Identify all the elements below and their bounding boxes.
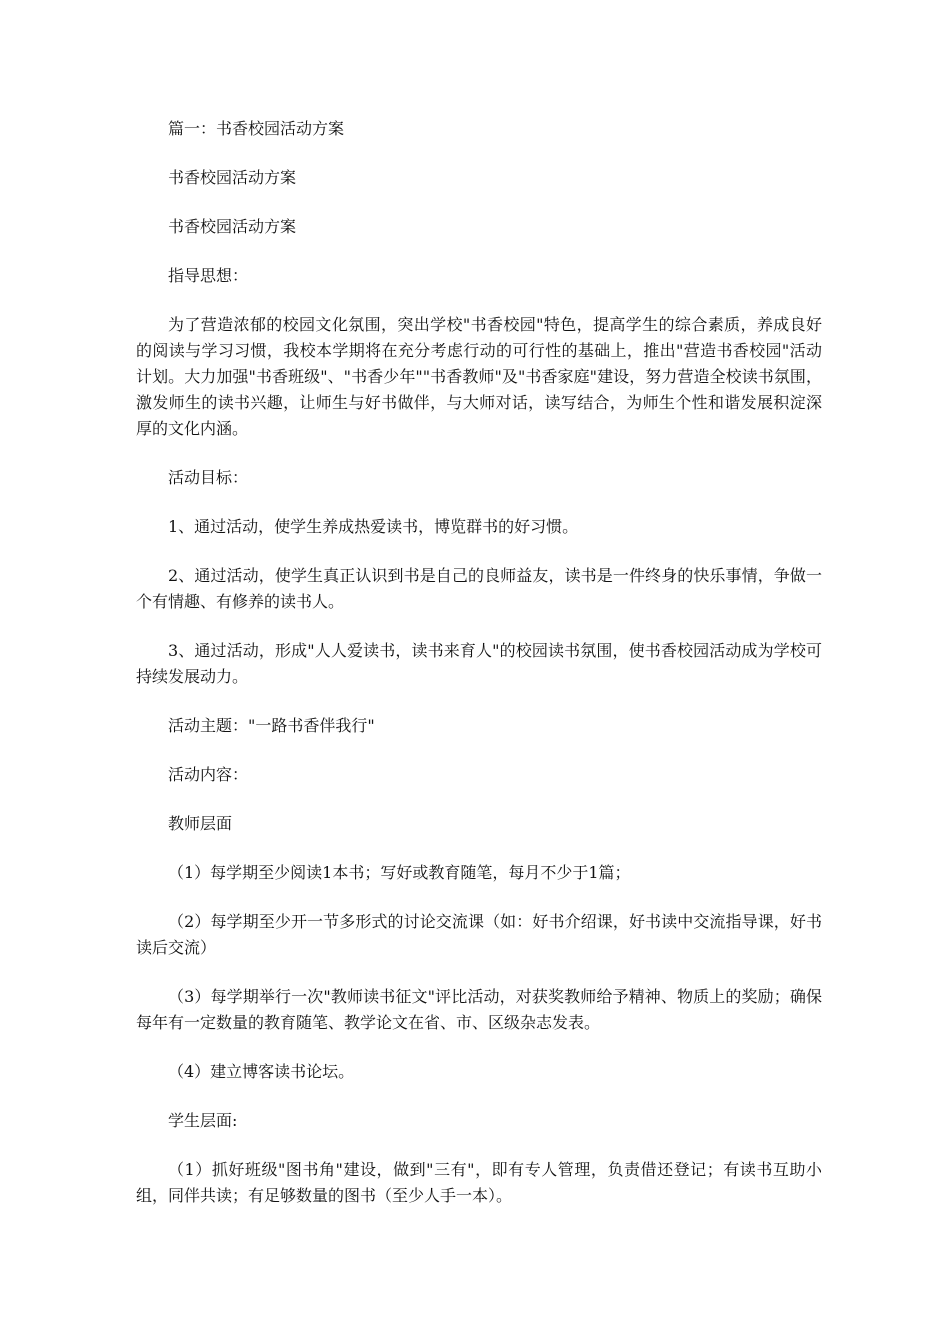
activity-theme: 活动主题："一路书香伴我行": [168, 716, 375, 735]
goal-item: 3、通过活动，形成"人人爱读书，读书来育人"的校园读书氛围，使书香校园活动成为学校可持续发展动力。: [136, 641, 822, 686]
teacher-item: （2）每学期至少开一节多形式的讨论交流课（如：好书介绍课，好书读中交流指导课，好书读后交流）: [136, 912, 822, 957]
document-title: 书香校园活动方案: [168, 168, 297, 187]
document-heading: 篇一：书香校园活动方案: [168, 119, 345, 138]
teacher-item: （3）每学期举行一次"教师读书征文"评比活动，对获奖教师给予精神、物质上的奖励；确保每年有一定数量的教育随笔、教学论文在省、市、区级杂志发表。: [136, 987, 822, 1032]
document-title-repeat: 书香校园活动方案: [168, 217, 297, 236]
goal-item: 2、通过活动，使学生真正认识到书是自己的良师益友，读书是一件终身的快乐事情，争做一个有情趣、有修养的读书人。: [136, 566, 822, 611]
section-heading-content: 活动内容：: [168, 765, 249, 784]
student-item: （1）抓好班级"图书角"建设，做到"三有"，即有专人管理，负责借还登记；有读书互助小组，同伴共读；有足够数量的图书（至少人手一本）。: [136, 1160, 822, 1205]
subsection-heading-teachers: 教师层面: [168, 814, 233, 833]
section-heading-guiding-thought: 指导思想：: [168, 266, 249, 285]
teacher-item: （4）建立博客读书论坛。: [168, 1062, 355, 1081]
section-heading-goals: 活动目标：: [168, 468, 249, 487]
guiding-thought-text: 为了营造浓郁的校园文化氛围，突出学校"书香校园"特色，提高学生的综合素质，养成良好的阅读与学习习惯，我校本学期将在充分考虑行动的可行性的基础上，推出"营造书香校园"活动计划。大力加强"书香班级"、"书香少年""书香教师"及"书香家庭"建设，努力营造全校读书氛围，激发师生的读书兴趣，让师生与好书做伴，与大师对话，读写结合，为师生个性和谐发展积淀深厚的文化内涵。: [136, 315, 822, 438]
subsection-heading-students: 学生层面:: [168, 1111, 238, 1130]
teacher-item: （1）每学期至少阅读1本书；写好或教育随笔，每月不少于1篇；: [168, 863, 631, 882]
goal-item: 1、通过活动，使学生养成热爱读书，博览群书的好习惯。: [168, 517, 579, 536]
